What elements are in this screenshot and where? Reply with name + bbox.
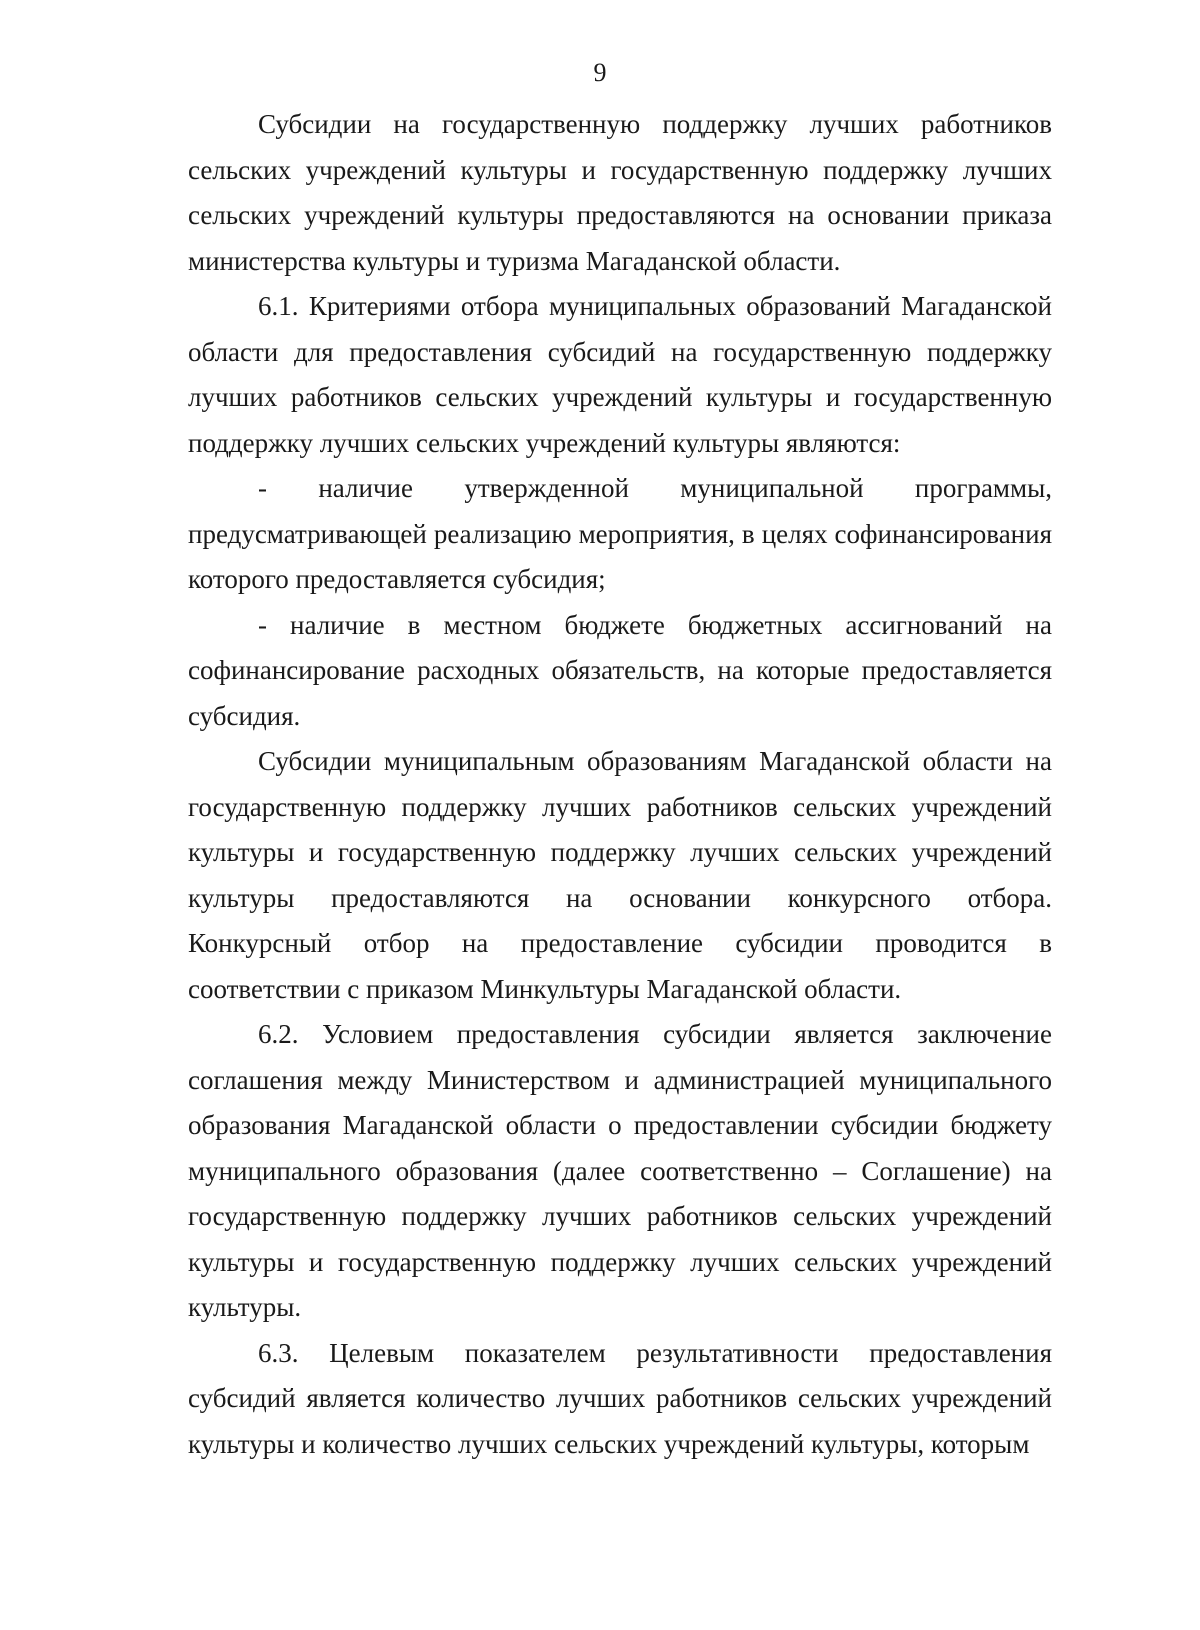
paragraph-6-1-criteria: 6.1. Критериями отбора муниципальных образований Магаданской области для предоставления субсидий на государственную поддержку лучших работников сельских учреждений культуры и государственную поддержку лучших сельских учреждений культуры являются:	[188, 291, 1052, 458]
document-body	[188, 102, 1052, 1467]
list-item-budget-allocations: - наличие в местном бюджете бюджетных ассигнований на софинансирование расходных обязательств, на которые предоставляется субсидия.	[188, 609, 1052, 731]
paragraph-6-3-target-indicator: 6.3. Целевым показателем результативности предоставления субсидий является количество лучших работников сельских учреждений культуры и количество лучших сельских учреждений культуры, которым	[188, 1337, 1052, 1459]
page-number: 9	[593, 58, 607, 87]
paragraph-6-2-agreement: 6.2. Условием предоставления субсидии является заключение соглашения между Министерством и администрацией муниципального образования Магаданской области о предоставлении субсидии бюджету муниципального образования (далее соответственно – Соглашение) на государственную поддержку лучших работников сельских учреждений культуры и государственную поддержку лучших сельских учреждений культуры.	[188, 1019, 1052, 1322]
paragraph-competitive-selection: Субсидии муниципальным образованиям Магаданской области на государственную поддержку лучших работников сельских учреждений культуры и государственную поддержку лучших сельских учреждений культуры предоставляются на основании конкурсного отбора. Конкурсный отбор на предоставление субсидии проводится в соответствии с приказом Минкультуры Магаданской области.	[188, 746, 1052, 1004]
paragraph-subsidies-basis: Субсидии на государственную поддержку лучших работников сельских учреждений культуры и государственную поддержку лучших сельских учреждений культуры предоставляются на основании приказа министерства культуры и туризма Магаданской области.	[188, 109, 1052, 276]
list-item-municipal-program: - наличие утвержденной муниципальной программы, предусматривающей реализацию мероприятия, в целях софинансирования которого предоставляется субсидия;	[188, 473, 1052, 594]
